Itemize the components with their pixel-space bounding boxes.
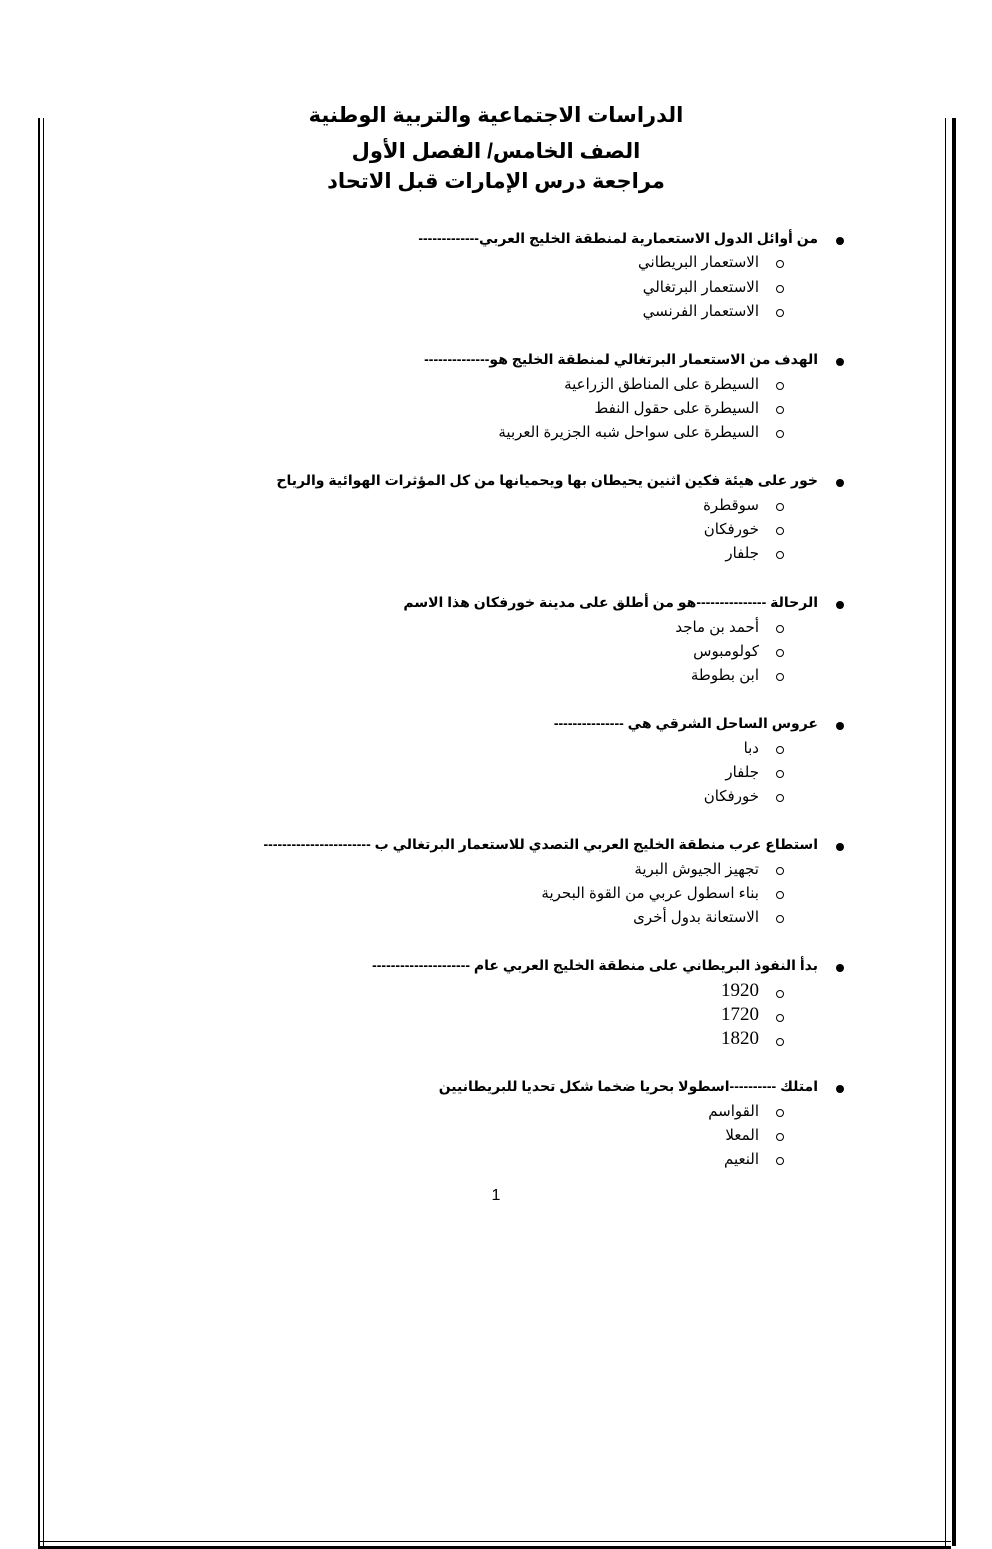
question-bullet <box>836 843 844 851</box>
question-5-option-3: خورفكان <box>703 788 759 805</box>
question-2-text: الهدف من الاستعمار البرتغالي لمنطقة الخليج هو-------------- <box>424 351 818 367</box>
question-7-text: بدأ النفوذ البريطاني على منطقة الخليج العربي عام --------------------- <box>372 957 818 973</box>
option-bullet <box>776 309 784 317</box>
question-bullet <box>836 479 844 487</box>
question-3-option-3: جلفار <box>725 545 759 562</box>
lesson-title: مراجعة درس الإمارات قبل الاتحاد <box>327 170 665 193</box>
option-bullet <box>776 625 784 633</box>
question-5-option-2: جلفار <box>725 764 759 781</box>
question-bullet <box>836 722 844 730</box>
option-bullet <box>776 1157 784 1165</box>
page-number: 1 <box>491 1187 501 1204</box>
option-bullet <box>776 382 784 390</box>
option-bullet <box>776 649 784 657</box>
question-bullet <box>836 964 844 972</box>
option-bullet <box>776 891 784 899</box>
question-bullet <box>836 358 844 366</box>
question-1-option-3: الاستعمار الفرنسي <box>642 303 759 320</box>
question-4-option-1: أحمد بن ماجد <box>675 619 759 636</box>
question-1-option-2: الاستعمار البرتغالي <box>642 279 759 296</box>
option-bullet <box>776 285 784 293</box>
option-bullet <box>776 794 784 802</box>
question-5-option-1: دبا <box>743 740 759 757</box>
question-7-option-1: 1920 <box>721 980 759 1001</box>
option-bullet <box>776 867 784 875</box>
grade-title: الصف الخامس/ الفصل الأول <box>351 140 641 163</box>
page-border-left <box>38 118 44 1546</box>
question-6-option-3: الاستعانة بدول أخرى <box>633 909 759 926</box>
question-bullet <box>836 1085 844 1093</box>
option-bullet <box>776 1038 784 1046</box>
option-bullet <box>776 406 784 414</box>
question-bullet <box>836 237 844 245</box>
question-3-text: خور على هيئة فكين اثنين يحيطان بها ويحميانها من كل المؤثرات الهوائية والرياح <box>276 472 818 488</box>
question-4-text: الرحالة ---------------هو من أطلق على مدينة خورفكان هذا الاسم <box>403 594 818 610</box>
question-6-option-2: بناء اسطول عربي من القوة البحرية <box>541 885 759 902</box>
question-7-option-3: 1820 <box>721 1028 759 1049</box>
question-bullet <box>836 601 844 609</box>
option-bullet <box>776 527 784 535</box>
question-8-option-1: القواسم <box>708 1103 759 1120</box>
option-bullet <box>776 1014 784 1022</box>
question-5-text: عروس الساحل الشرقي هي --------------- <box>553 715 818 731</box>
option-bullet <box>776 770 784 778</box>
option-bullet <box>776 430 784 438</box>
option-bullet <box>776 260 784 268</box>
question-6-option-1: تجهيز الجيوش البرية <box>634 861 759 878</box>
option-bullet <box>776 673 784 681</box>
question-2-option-3: السيطرة على سواحل شبه الجزيرة العربية <box>498 424 759 441</box>
question-3-option-2: خورفكان <box>703 521 759 538</box>
option-bullet <box>776 503 784 511</box>
question-2-option-1: السيطرة على المناطق الزراعية <box>564 376 759 393</box>
option-bullet <box>776 551 784 559</box>
page-border-right <box>945 118 956 1546</box>
question-4-option-3: ابن بطوطة <box>690 667 759 684</box>
page-border-bottom <box>38 1541 951 1549</box>
question-1-text: من أوائل الدول الاستعمارية لمنطقة الخليج العربي------------- <box>418 230 818 246</box>
question-2-option-2: السيطرة على حقول النفط <box>594 400 759 417</box>
question-7-option-2: 1720 <box>721 1004 759 1025</box>
option-bullet <box>776 746 784 754</box>
question-8-option-2: المعلا <box>725 1127 759 1144</box>
option-bullet <box>776 1109 784 1117</box>
subject-title: الدراسات الاجتماعية والتربية الوطنية <box>308 104 684 127</box>
option-bullet <box>776 915 784 923</box>
option-bullet <box>776 990 784 998</box>
question-1-option-1: الاستعمار البريطاني <box>638 254 759 271</box>
question-8-text: امتلك ----------اسطولا بحريا ضخما شكل تحديا للبريطانيين <box>438 1078 818 1094</box>
question-4-option-2: كولومبوس <box>693 643 759 660</box>
option-bullet <box>776 1133 784 1141</box>
question-8-option-3: النعيم <box>723 1151 759 1168</box>
question-3-option-1: سوقطرة <box>703 497 759 514</box>
question-6-text: استطاع عرب منطقة الخليج العربي التصدي للاستعمار البرتغالي ب ----------------------- <box>263 836 818 852</box>
